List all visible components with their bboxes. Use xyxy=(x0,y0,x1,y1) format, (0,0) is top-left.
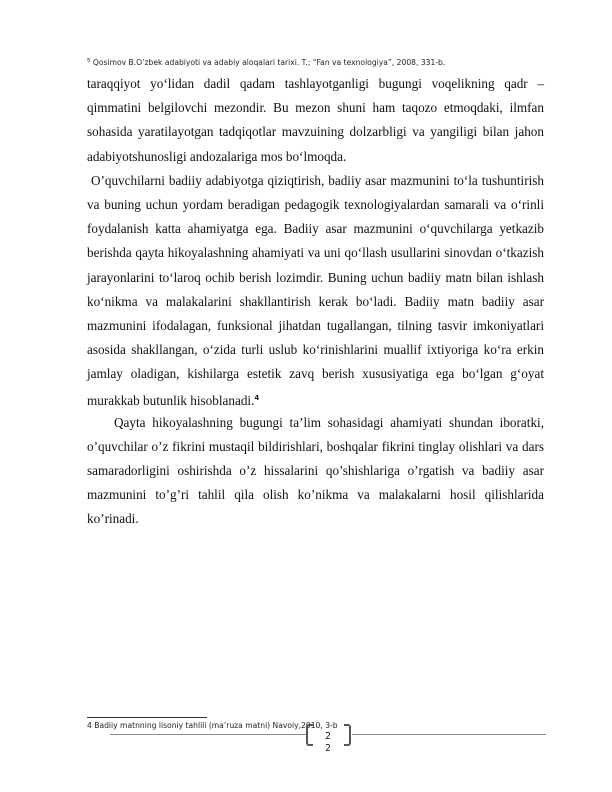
paragraph-3-line-4: mazmunini to’g’ri tahlil qila olish ko’nikma va malakalarni hosil qilishlarida xyxy=(87,487,544,503)
paragraph-3-line-3: samaradorligini oshirishda o’z hissalarini qo’shishlariga o’rgatish va badiiy asar xyxy=(87,463,544,478)
paragraph-2-line-4: berishda qayta hikoyalashning ahamiyati va uni qo‘llash usullarini sinovdan o‘tkazish xyxy=(87,245,544,261)
top-footnote xyxy=(87,56,547,68)
paragraph-2-line-10-text: murakkab butunlik hisoblanadi. xyxy=(87,393,255,409)
paragraph-1-line-3: sohasida yaratilayotgan tadqiqotlar mavzuining dolzarbligi va yangiligi bilan jahon xyxy=(87,124,544,140)
paragraph-1-line-2: qimmatini belgilovchi mezondir. Bu mezon shuni ham taqozo etmoqdaki, ilmfan xyxy=(87,100,544,116)
paragraph-2-line-2: va buning uchun yordam beradigan pedagogik texnologiyalardan samarali va o‘rinli xyxy=(87,196,544,212)
top-footnote-marker: 5 xyxy=(87,58,91,64)
paragraph-3-line-2: o’quvchilar o’z fikrini mustaqil bildirishlari, boshqalar fikrini tinglay olishlari va dars xyxy=(87,438,544,454)
top-footnote-text: Qosimov B.O‘zbek adabiyoti va adabiy aloqalari tarixi. T.; “Fan va texnologiya”, 2008, 331-b. xyxy=(90,58,446,67)
paragraph-2-line-8: asosida shakllangan, o‘zida turli uslub ko‘rinishlarini muallif ixtiyoriga ko‘ra erkin xyxy=(87,342,544,358)
paragraph-1-line-1: taraqqiyot yo‘lidan dadil qadam tashlayotganligi bugungi voqelikning qadr – xyxy=(87,76,544,91)
paragraph-1-line-4: adabiyotshunosligi andozalariga mos bo‘lmoqda. xyxy=(87,148,347,164)
paragraph-3-line-1: Qayta hikoyalashning bugungi ta’lim sohasidagi ahamiyati shundan iboratki, xyxy=(87,414,544,430)
page-number-line-1: 2 xyxy=(324,731,332,742)
bottom-footnote: 4 Badiiy matnning lisoniy tahlili (ma’ruza matni) Navoiy,2010, 3-b xyxy=(87,721,338,730)
paragraph-2-line-1: O’quvchilarni badiiy adabiyotga qiziqtirish, badiiy asar mazmunini to‘la tushuntirish xyxy=(87,172,544,188)
paragraph-2-line-7: mazmunini ifodalagan, funksional jihatdan tugallangan, tilning tasvir imkoniyatlari xyxy=(87,317,544,333)
paragraph-2-line-9: jamlay oladigan, kishilarga estetik zavq berish xususiyatiga ega bo‘lgan g‘oyat xyxy=(87,366,544,382)
paragraph-3-line-5: ko’rinadi. xyxy=(87,511,139,527)
paragraph-2-line-5: jarayonlarini to‘laroq ochib berish lozimdir. Buning uchun badiiy matn bilan ishlash xyxy=(87,269,544,285)
page-number-line-2: 2 xyxy=(324,743,332,754)
page-number-bracket-right xyxy=(344,724,351,746)
paragraph-2-line-6: ko‘nikma va malakalarini shakllantirish kerak bo‘ladi. Badiiy matn badiiy asar xyxy=(87,293,544,309)
page-number-rule-left xyxy=(110,734,306,735)
footnote-separator xyxy=(87,717,207,718)
page-number-bracket-left xyxy=(306,724,313,746)
paragraph-2-line-10 xyxy=(87,386,544,410)
paragraph-2-line-3: foydalanish katta ahamiyatga ega. Badiiy asar mazmunini o‘quvchilarga yetkazib xyxy=(87,221,544,237)
footnote-ref-marker[interactable]: 4 xyxy=(254,394,260,403)
body-text xyxy=(87,72,544,532)
page-number-rule-right xyxy=(352,734,546,735)
